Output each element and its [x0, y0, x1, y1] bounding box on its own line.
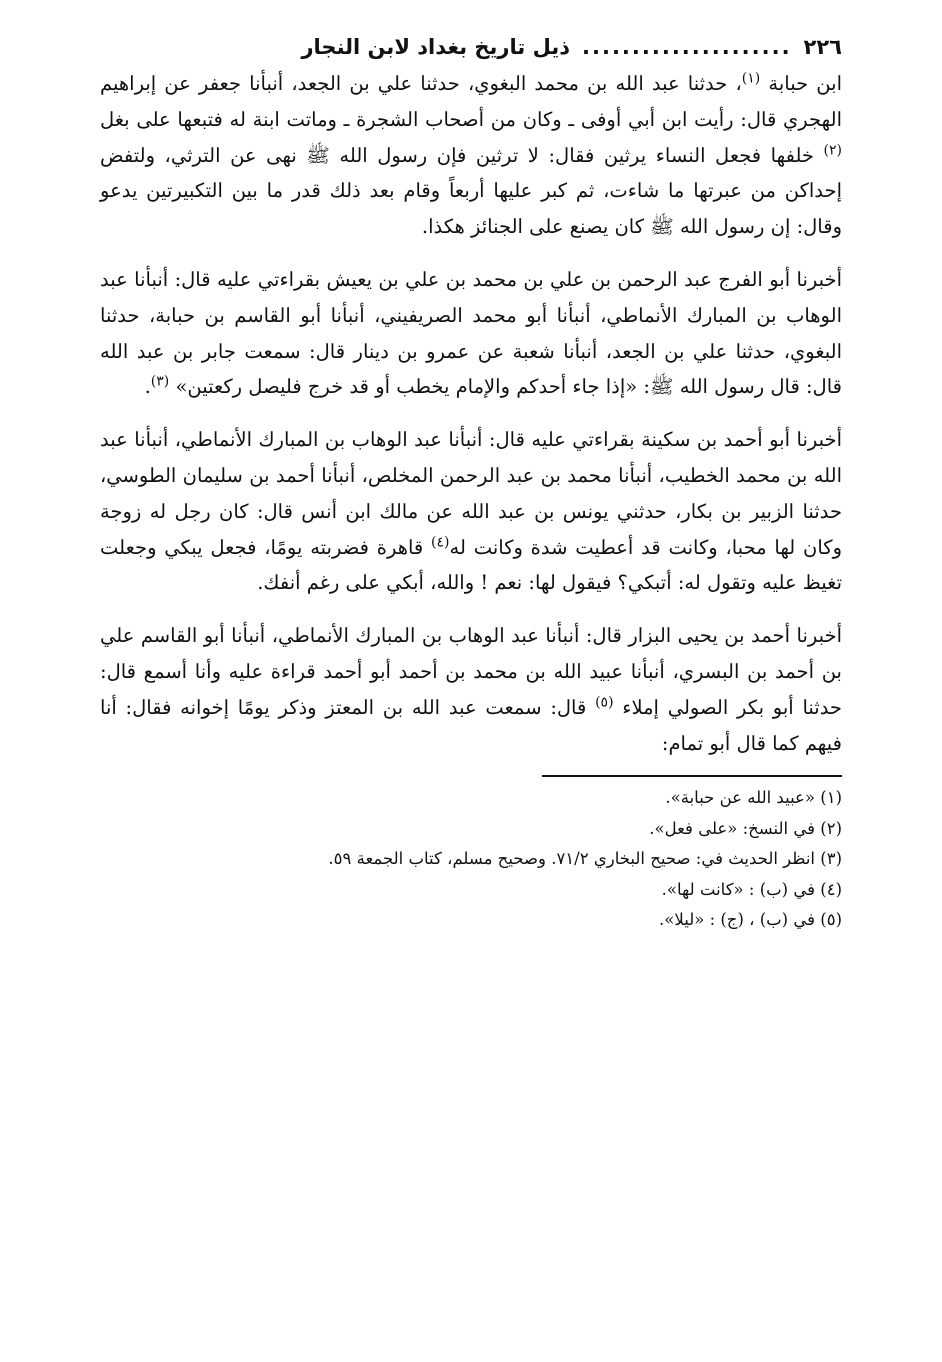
paragraph-text: ، حدثنا عبد الله بن محمد البغوي، حدثنا علي بن الجعد، أنبأنا جعفر عن إبراهيم الهجري قال: رأيت ابن أبي أوفى ـ وكان من أصحاب الشجرة ـ وماتت ابنة له فتبعها على بغل — [100, 72, 842, 131]
paragraph-text: ابن حبابة — [760, 72, 842, 95]
footnote-divider — [542, 775, 842, 777]
header-dot-leader: ..................... — [582, 35, 792, 59]
paragraph — [100, 66, 842, 245]
footnote: (٥) في (ب) ، (ج) : «ليلا». — [659, 910, 842, 930]
paragraph-text: قاهرة فضربته يومًا، فجعل يبكي وجعلت تغيظ عليه وتقول له: أتبكي؟ فيقول لها: نعم ! والله، أبكي على رغم أنفك. — [100, 535, 842, 595]
paragraph-text: أخبرنا أحمد بن يحيى البزار قال: أنبأنا عبد الوهاب بن المبارك الأنماطي، أنبأنا أبو القاسم علي بن أحمد بن البسري، أنبأنا عبيد الله بن محمد بن أحمد أبو أحمد قراءة عليه وأنا أسمع قال: حدثنا أبو بكر الصولي إملاء — [100, 624, 842, 719]
paragraph-text: قال: سمعت عبد الله بن المعتز وذكر يومًا إخوانه فقال: أنا فيهم كما قال أبو تمام: — [100, 695, 842, 755]
paragraph-text: أخبرنا أبو الفرج عبد الرحمن بن علي بن محمد بن علي بن يعيش بقراءتي عليه قال: أنبأنا عبد الوهاب بن المبارك الأنماطي، أنبأنا أبو محمد الصريفيني، أنبأنا أبو القاسم بن حبابة، حدثنا البغوي، حدثنا علي بن الجعد، أنبأنا شعبة عن عمرو بن دينار قال: سمعت جابر بن عبد الله قال: قال رسول الله ﷺ: «إذا جاء أحدكم والإمام يخطب أو قد خرج فليصل ركعتين» — [100, 267, 842, 399]
footnote: (٤) في (ب) : «كانت لها». — [661, 879, 842, 899]
footnote: (٣) انظر الحديث في: صحيح البخاري ٧١/٢. وصحيح مسلم، كتاب الجمعة ٥٩. — [328, 849, 842, 869]
running-header — [100, 30, 842, 66]
footnote: (١) «عبيد الله عن حبابة». — [665, 788, 842, 808]
book-title: ذيل تاريخ بغداد لابن النجار — [301, 35, 571, 59]
footnotes-section — [100, 783, 842, 936]
footnote-reference: (٢) — [823, 142, 842, 159]
footnote: (٢) في النسخ: «على فعل». — [649, 818, 842, 838]
footnote-reference: (٤) — [431, 534, 450, 551]
footnote-reference: (٣) — [150, 373, 170, 390]
paragraph-text: خلفها فجعل النساء يرثين فقال: لا ترثين فإن رسول الله ﷺ نهى عن الترثي، ولتفض إحداكن من عبرتها ما شاءت، ثم كبر عليها أربعاً وقام بعد ذلك قدر ما بين التكبيرتين يدعو وقال: إن رسول الله ﷺ كان يصنع على الجنائز هكذا. — [100, 143, 842, 239]
page-number: ٢٢٦ — [803, 35, 842, 59]
paragraph — [100, 262, 842, 405]
paragraph — [100, 422, 842, 601]
paragraph-text: . — [144, 375, 151, 399]
book-page — [100, 30, 842, 936]
paragraph — [100, 618, 842, 761]
paragraph-text: أخبرنا أبو أحمد بن سكينة بقراءتي عليه قال: أنبأنا عبد الوهاب بن المبارك الأنماطي، أنبأنا عبد الله بن محمد الخطيب، أنبأنا محمد بن عبد الرحمن المخلص، أنبأنا أحمد بن سليمان الطوسي، حدثنا الزبير بن بكار، حدثني يونس بن عبد الله عن مالك ابن أنس قال: كان رجل له زوجة وكان لها محبا، وكانت قد أعطيت شدة وكانت له — [100, 428, 842, 559]
main-text — [100, 66, 842, 761]
footnote-reference: (١) — [741, 70, 761, 87]
footnote-reference: (٥) — [595, 694, 614, 711]
